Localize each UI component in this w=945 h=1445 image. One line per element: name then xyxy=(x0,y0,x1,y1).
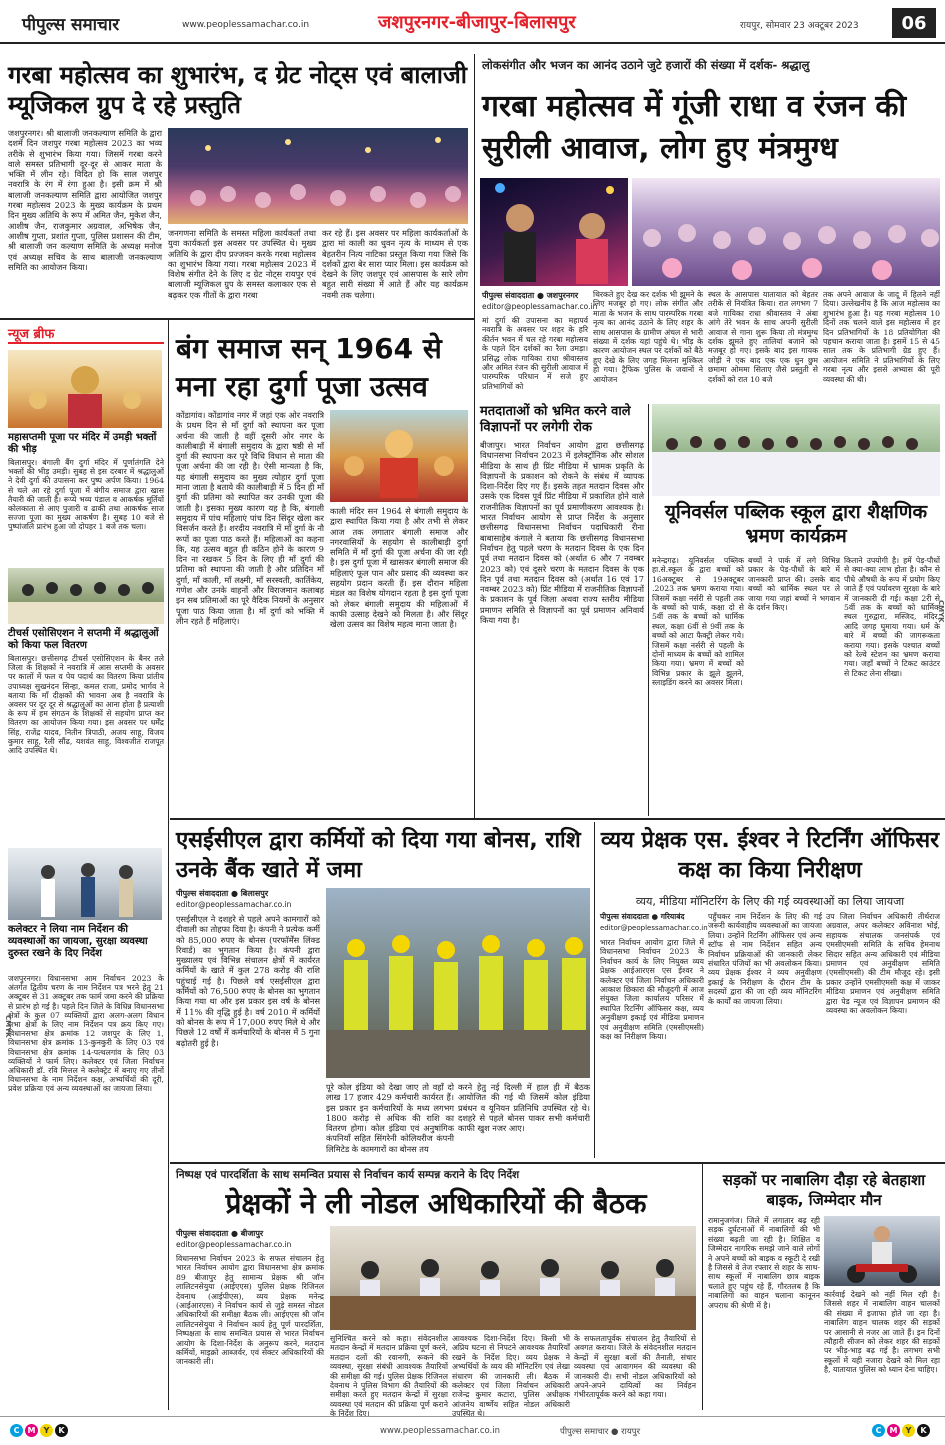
sadak-bike-body-2: कार्रवाई देखने को नहीं मिल रही है। जिससे शहर में नाबालिग वाहन चालकों की संख्या में इजाफा होते जा रहा है। नाबालिग वाहन चालक शहर की सड़कों पर आसानी से नजर आ जाते हैं। इन दिनों त्यौहारी सीजन को लेकर शहर की सड़कों पर भीड़-भाड़ बढ़ गई है। लगभग सभी स्कूलों में यही नजारा देखने को मिल रहा है, यातायात पुलिस को ध्यान देना चाहिए। xyxy=(824,1290,940,1375)
registration-mark-left: CMYK xyxy=(4,1015,12,1038)
nodal-body-4: के सफलतापूर्वक संचालन हेतु तैयारियों से अवगत कराया। जिले के संवेदनशील मतदान केन्द्रों में सुरक्षा बलों की तैनाती, संचार व्यवस्था एवं आवागमन की व्यवस्था की जानकारी दी। सभी नोडल अधिकारियों को अपने-अपने दायित्वों का निर्वहन गंभीरतापूर्वक करने को कहा गया। xyxy=(574,1334,696,1400)
durga-idol-image xyxy=(8,350,162,428)
nodal-baithak-kicker: निष्पक्ष एवं पारदर्शिता के साथ समन्वित प्रयास से निर्वाचन कार्य सम्पन्न कराने के दिए निर्देश xyxy=(176,1169,520,1181)
vyay-body-1: भारत निर्वाचन आयोग द्वारा जिले में विधानसभा निर्वाचन 2023 के निर्वाचन कार्य के लिए नियुक्त व्यय प्रेक्षक आईआरएस एस ईश्वर ने कलेक्टर एवं जिला निर्वाचन अधिकारी आकाश छिकारा की मौजूदगी में आज संयुक्त जिला कार्यालय परिसर में स्थापित रिटर्निंग ऑफिसर कक्ष, व्यय अनुवीक्षण इकाई एवं मीडिया प्रमाणन एवं अनुवीक्षण समिति (एमसीएमसी) कक्ष का निरीक्षण किया। xyxy=(600,938,704,1042)
collector-image xyxy=(8,848,162,920)
footer-cmyk-right: C M Y K xyxy=(872,1424,930,1437)
radha-ranjan-headline: गरबा महोत्सव में गूंजी राधा व रंजन की सुरीली आवाज, लोग हुए मंत्रमुग्ध xyxy=(482,89,907,166)
footer-registration: पीपुल्स समाचार ● रायपुर xyxy=(560,1427,641,1437)
vyay-byline: पीपुल्स संवाददाता ● गरियाबंद xyxy=(600,912,685,921)
date-line: रायपुर, सोमवार 23 अक्टूबर 2023 xyxy=(740,21,859,31)
brief-3-body: जशपुरनगर। विधानसभा आम निर्वाचन 2023 के अंतर्गत द्वितीय चरण के नाम निर्देशन पत्र भरने हेतु 21 अक्टूबर से 31 अक्टूबर तक फार्म जमा करने की प्रक्रिया से प्रारंभ हो गई है। पहले दिन जिले के विधिन्न विधानसभा क्षेत्रों के कुल 07 व्यक्तियों द्वारा अलग-अलग विधान सभा क्षेत्रों के लिए नाम निर्देशन पत्र क्रय किए गए। विधानसभा क्षेत्र क्रमांक 12 जशपुर के लिए 1, विधानसभा क्षेत्र क्रमांक 13-कुनकुरी के लिए 03 एवं विधानसभा क्षेत्र क्रमांक 14-पत्थलगांव के लिए 03 व्यक्तियों ने फार्म लिए। कलेक्टर एवं जिला निर्वाचन अधिकारी डॉ. रवि मित्तल ने कलेक्ट्रेट में बनाए गए तीनों विधानसभा के नाम निर्देशन कक्ष, अभ्यर्थियों की दूरी, प्रवेश प्रक्रिया एवं अन्य व्यवस्थाओं का जायजा लिया। xyxy=(8,974,164,1094)
universal-school-body-2: बच्चों ने पार्क में लगे विभिन्न प्रकार के पेड़-पौधों के बारे में जानकारी प्राप्त की। उसके बाद बच्चों को धार्मिक स्थल पर ले जाया गया जहां बच्चों ने भगवान के दर्शन किए। xyxy=(748,556,840,613)
vigyapan-divider xyxy=(648,404,649,816)
brief-3-headline: कलेक्टर ने लिया नाम निर्देशन की व्यवस्थाओं का जायजा, सुरक्षा व्यवस्था दुरुस्त रखने के दिए निर्देश xyxy=(8,924,148,959)
lower-section-rule xyxy=(170,1162,945,1164)
radha-ranjan-kicker: लोकसंगीत और भजन का आनंद उठाने जुटे हजारों की संख्या में दर्शक- श्रद्धालु xyxy=(482,58,810,72)
radha-ranjan-body-2: थिरकते हुए देख कर दर्शक भी झूमने के लिए मजबूर हो गए। लोक संगीत और माता के भजन के साथ पारम्परिक गरबा नृत्य का आनंद उठाने के लिए शहर के साथ आसपास के ग्रामीण अंचल से भारी संख्या में दर्शक यहां पहुंचे थे। भीड़ के कारण आयोजन स्थल पर दर्शकों को बैठे हुए देखे के लिए जगह मिलना मुश्किल हो गया। ट्रैफिक पुलिस के जवानों ने आयोजन xyxy=(593,290,703,384)
mid-section-rule xyxy=(170,818,945,820)
garba-shubharambh-body-right: कर रहे हैं। इस अवसर पर महिला कार्यकर्ताओं के द्वारा मां काली का धुवन नृत्य के माध्यम से एक बेहतरीन नित्य नाटिका प्रस्तुत किया गया जिसे कि दर्शकों द्वारा बेर सारा प्यार मिला। इस कार्यक्रम को देखने के लिए जशपुर एवं आसपास के सारे लोग बहुत सारी संख्या में आते हैं और यह कार्यक्रम नवमी तक चलेगा। xyxy=(322,228,468,300)
singers-photo xyxy=(480,178,628,286)
brief-column-divider xyxy=(168,320,169,1410)
brief-2-body: बिलासपुर। छत्तीसगढ़ टीचर्स एसोसिएशन के बैनर तले जिला के शिक्षकों ने नवरात्रि में आस सप्तमी के अवसर पर कालों में फल व पेय पदार्थ का वितरण किया प्रांतीय उपाध्यक्ष सुखनंदन सिन्हा, कमल राजा, प्रमोद भार्गव ने बताया कि माँ दीक्षकों की भावना अब है नवरात्रि के अवसर पर दूर दूर से श्रद्धालुओं का आना होता है प्रत्याशी के रूप में हम संगठन के शिक्षकों से सहयोग प्राप्त कर वितरण का आयोजन किया गया। इस अवसर पर धर्मेंद्र सिंह, राजेंद्र यादव, नितीन त्रिपाठी, अजय साहू, विजय कुमार साहू, रैली सौंढ, यशवंत साहू, विश्वजीत राजपूत आदि उपस्थित थे। xyxy=(8,654,164,756)
bang-samaj-body-2: काली मंदिर सन 1964 से बंगाली समुदाय के द्वारा स्थापित किया गया है और तभी से लेकर आज तक लगातार बंगाली समाज और नगरवासियों के सहयोग से कालीबाड़ी दुर्गा समिति में माँ दुर्गा की पूजा अर्चना की जा रही है। इस दुर्गा पूजा में खासकर बंगाली समाज की महिलाएं फूल पान और प्रसाद की व्यवस्था कर सहयोग प्रदान करती हैं। इस दौरान महिला मंडल का विशेष योगदान रहता है इस दुर्गा पूजा को लेकर बंगाली समुदाय की महिलाओं में काफी उत्साह देखने को मिलता है। और सिंदूर खेला उत्सव का विशेष महत्व माना जाता है। xyxy=(330,506,468,630)
nodal-email[interactable]: editor@peoplessamachar.co.in xyxy=(176,1240,292,1249)
masthead xyxy=(0,0,945,44)
masthead-website[interactable]: www.peoplessamachar.co.in xyxy=(182,20,310,30)
students-group-image xyxy=(652,404,940,496)
footer-website[interactable]: www.peoplessamachar.co.in xyxy=(380,1426,501,1436)
secl-divider xyxy=(594,822,595,1158)
brief-1-headline: महासप्तमी पूजा पर मंदिर में उमड़ी भक्तों की भीड़ xyxy=(8,432,157,455)
brief-1-body: बिलासपुर। बंगाली बैंग दुर्गा मंदिर में पूर्णातंगलि देने भक्तों की भीड़ उमड़ी। सुबह से इस दरबार में श्रद्धालुओं ने देवी दुर्गा की उपासना कर पुष्प अर्पण किया। 1964 से चले आ रहे दुर्गा पूजा में बंगीय समाज द्वारा खास तैयारी की जाती है। रूप्ये भव्य पंडाल व आकर्षक मूर्तियों कोलकाता से आए पुजारी व ढाकी तथा आकर्षक साज सज्जा पूजा का मुख्य आकर्षण है। सुबह 10 बजे से पुष्पांजलि प्रारंभ हुआ जो दोपहर 1 बजे तक चला। xyxy=(8,458,164,532)
garba-shubharambh-body-left: जशपुरनगर। श्री बालाजी जनकल्याण समिति के द्वारा दशमें दिन जशपुर गरबा महोत्सव 2023 का भव्य तरीके से शुभारंभ किया गया। जिसमें गरबा करने वाले समस्त प्रतिभागी दूर-दूर से आकर माता के भक्ति में लीन रहे। विदित हो कि साल जशपुर नवरात्रि के रंग में रंगा हुआ है। इसी क्रम में श्री बालाजी जनकल्याण समिति द्वारा आयोजित जशपुर गरबा महोत्सव 2023 के मुख्य कार्यक्रम के प्रथम दिन मुख्य अतिथि के रूप में अमित जैन, मुकेश जैन, आशीष जैन, राजकुमार अग्रवाल, अभिषेक जैन, आशीष गुप्ता, प्रशांत गुप्ता, पुलिस प्रशासन की टीम, श्री बालाजी जन कल्याण समिति के अध्यक्ष मनोज एवं अध्यक्ष सचिव के साथ बालाजी जनकल्याण समिति का आयोजन किया। xyxy=(8,128,162,272)
garba-dancers-image xyxy=(632,178,940,286)
secl-body-1: एसईसीएल ने दशहरे से पहले अपने कामगारों को दीवाली का तोहफा दिया है। कंपनी ने प्रत्येक कर्मी को 85,000 रुपए के बोनस (परफॉर्मेंस लिंक्ड रिवार्ड) का भुगतान किया है। कंपनी द्वारा मुख्यालय एवं विभिन्न संचालन क्षेत्रों में कार्यरत कर्मियों के खाते में कुल 278 करोड़ की राशि पहुंचाई गई है। पिछले वर्ष एसईसीएल द्वारा कर्मियों को 76,500 रुपए के बोनस का भुगतान किया गया था और इस प्रकार इस वर्ष के बोनस में 11% की वृद्धि हुई है। वर्ष 2010 में कर्मियों को बोनस के रूप में 17,000 रुपए मिले थे और पिछले 12 वर्षों में कर्मचारियों के बोनस में 5 गुना बढ़ोतरी हुई है। xyxy=(176,914,320,1048)
universal-school-headline: यूनिवर्सल पब्लिक स्कूल द्वारा शैक्षणिक भ्रमण कार्यक्रम xyxy=(664,501,928,547)
nodal-body-3: आवश्यक दिशा-निर्देश दिए। किसी भी अप्रिय घटना से निपटने आवश्यक तैयारियाँ रखने के निर्देश दिए। व्यय प्रेक्षक ने अभ्यर्थियों के व्यय की मॉनिटरिंग एवं लेखा संधारण की जानकारी ली। बैठक में कलेक्टर एवं जिला निर्वाचन अधिकारी राजेन्द्र कुमार कटारा, पुलिस अधीक्षक आंजनेय वार्ष्णेय सहित नोडल अधिकारी उपस्थित थे। xyxy=(452,1334,570,1419)
garba-shubharambh-headline: गरबा महोत्सव का शुभारंभ, द ग्रेट नोट्स एवं बालाजी म्यूजिकल ग्रुप दे रहे प्रस्तुति xyxy=(8,61,467,119)
sadak-bike-headline: सड़कों पर नाबालिग दौड़ा रहे बेतहाशा बाइक, जिम्मेदार मौन xyxy=(722,1171,926,1209)
secl-workers-photo xyxy=(326,888,590,1078)
radha-ranjan-body-3: स्थल के आसपास यातायात को बेहतर तरीके से नियंत्रित किया। रात लगभग 7 बजे गायिका राधा श्रीवास्तव ने अंबा आंगे तेरे भवन के साथ अपनी सुरीली आवाज से गाना शुरू किया तो मंत्रमुग्ध दर्शक झूमते हुए तालियां बजाने को मजबूर हो गए। इसके बाद इस गायक जोड़ी ने एक बाद एक एक धुन छुम छमामा ओममा सिताए जैसे प्रस्तुती से दर्शकों को रात 10 बजे xyxy=(708,290,818,384)
vyay-email[interactable]: editor@peoplessamachar.co.in xyxy=(600,924,708,932)
nodal-baithak-headline: प्रेक्षकों ने ली नोडल अधिकारियों की बैठक xyxy=(225,1187,647,1220)
radha-ranjan-body-1: मां दुर्गा की उपासना का महापर्व नवरात्रि के अवसर पर शहर के हरि कीर्तन भवन में चल रहे गरबा महोत्सव के पहले दिन दर्शकों का रैला उमड़ा। प्रसिद्ध लोक गायिका राधा श्रीवास्तव और अमित रंजन की सुरीली आवाज में पारम्परिक परिधान में सजे हुए प्रतिभागियों को xyxy=(482,316,588,391)
section-rule xyxy=(0,318,475,320)
newspaper-logo[interactable]: पीपुल्स समाचार xyxy=(22,15,120,35)
school-students-photo xyxy=(652,404,940,496)
secl-byline: पीपुल्स संवाददाता ● बिलासपुर xyxy=(176,889,269,898)
durga-temple-photo xyxy=(8,350,162,428)
garba-crowd-image xyxy=(168,128,468,224)
news-brief-label: न्यूज ब्रीफ xyxy=(8,324,164,344)
meeting-image xyxy=(330,1226,696,1330)
vyay-prekshak-subhead: व्यय, मीडिया मॉनिटरिंग के लिए की गई व्यवस्थाओं का लिया जायजा xyxy=(635,895,905,908)
footer-bar xyxy=(0,1416,945,1445)
durga-pandal-image xyxy=(330,410,468,502)
garba-shubharambh-body-mid: जनगणना समिति के समस्त महिला कार्यकर्ता तथा युवा कार्यकर्ता इस अवसर पर उपस्थित थे। मुख्य अतिथि के द्वारा दीप प्रज्जवन करके गरबा महोत्सव का शुभारंभ किया गया। गरबा महोत्सव 2023 में विशेष संगीत देने के लिए द ग्रेट नोट्स रायपुर एवं बालाजी म्यूजिकल ग्रुप के समस्त कलाकार एक से बढ़कर एक गीतों के द्वारा गरबा xyxy=(168,228,316,300)
collector-inspection-photo xyxy=(8,848,162,920)
durga-pandal-photo xyxy=(330,410,468,502)
bang-samaj-body-1: कोंडागांव। कोंडागांव नगर में जहां एक ओर नवरात्रि के प्रथम दिन से माँ दुर्गा को स्थापना कर पूजा अर्चना की जाती है वहीं दूसरी ओर नगर के कालीबाड़ी में बंगाली समुदाय के द्वारा षष्ठी से माँ दुर्गा की स्थापना कर पूरे विधि विधान से माता की पूजा अर्चना की जा रही है। ऐसी मान्यता है कि, यह बंगाली समुदाय का मुख्य त्योहार दुर्गा पूजा माना जाता है बताये की कालीबाड़ी में 5 दिन ही माँ दुर्गा की प्रतिमा को स्थापित कर उनकी पूजा की जाती है। इसका मुख्य कारण यह है कि, बंगाली समुदाय में पांच महिलाएं पांच दिन सिंदूर खेला कर विसर्जन करते हैं। शरदीय नवरात्रि में माँ दुर्गा के नौ रूपों का पूजा पाठ करते हैं। महिलाओं का कहना कि, यह उत्सव बहुत ही कठिन होने के कारण 9 दिन ना रखकर 5 दिन के लिए ही माँ दुर्गा की प्रतिमा को स्थापना की जाती है और प्रतिदिन माँ दुर्गा, माँ काली, माँ लक्ष्मी, माँ सरस्वती, कार्तिकेय, गणेश और उनके वाहनों और विराजमान कलाबह इन सब प्रतिमाओं का पूरे वैदिक नियमों के अनुसार पूजा पाठ किया जाता है। माँ दुर्गा को भक्ति में लीन रहते हैं महिलाएं। xyxy=(176,410,324,626)
universal-school-body-1: मनेन्द्रगढ़। यूनिवर्सल पब्लिक हा.से.स्कूल के द्वारा बच्चों को 16अक्टूबर से 19अक्टूबर .2023 तक भ्रमण कराया गया। जिसमें कक्षा नर्सरी से पहली तक के बच्चों को पार्क, कक्षा दो से 5वीं तक के बच्चों को धार्मिक स्थल, कक्षा 6वीं से 9वीं तक के बच्चों को आटा फैक्ट्री लेकर गये। जिसमें कक्षा नर्सरी से पहली के दोनों माध्यम के बच्चों को शामिल किया गया। भ्रमण में बच्चों को विभिन्न प्रकार के झूले झूलने, स्लाइडिंग करने का अवसर मिला। xyxy=(652,556,744,688)
garba-dancers-photo xyxy=(632,178,940,286)
nodal-byline: पीपुल्स संवाददाता ● बीजापुर xyxy=(176,1229,264,1238)
singers-image xyxy=(480,178,628,286)
registration-mark-right: CMYK xyxy=(937,600,945,623)
bang-samaj-headline: बंग समाज सन् 1964 से मना रहा दुर्गा पूजा उत्सव xyxy=(176,332,442,403)
vyay-body-3: उप जिला निर्वाचन अधिकारी तीर्थराज अग्रवाल, अपर कलेक्टर अविनाश भोई, सहायक संचालक जनसंपर्क एवं एमसीएमसी समिति के सचिव हेमनाथ सिदार सहित अन्य अधिकारी एवं मीडिया प्रमाणन एवं अनुवीक्षण समिति (एमसीएमसी) की टीम मौजूद रहे। इसी प्रकार उन्होंने एमसीएमसी कक्ष में जाकर मीडिया प्रमाणन एवं अनुवीक्षण समिति द्वारा पेड न्यूज एवं विज्ञापन प्रमाणन की व्यवस्था का अवलोकन किया। xyxy=(826,912,940,1016)
vyay-prekshak-headline: व्यय प्रेक्षक एस. ईश्वर ने रिटर्निंग ऑफिसर कक्ष का किया निरीक्षण xyxy=(600,828,940,883)
sadak-bike-body-1: रामानुजगंज। जिले में लगातार बढ़ रही सड़क दुर्घटनाओं में नाबालिगों की भी संख्या बढ़ती जा रही है। शिक्षित व जिम्मेदार नागरिक समझे जाने वाले लोगों ने अपने बच्चों को बाइक व स्कूटी दे रखी है जिससे वे तेज रफ्तार से शहर के साथ-साथ स्कूलों में नाबालिग छात्र बाइक चलाते हुए पहुंच रहे हैं, गौरतलब है कि नाबालिगों का वाहन चलाना कानूनन अपराध की श्रेणी में है। xyxy=(708,1216,820,1310)
bikers-image xyxy=(824,1216,940,1286)
universal-school-body-3: किताने उपयोगी है। हमें पेड़-पौधों से क्या-क्या लाभ होता है। कौन से पौधे औषधी के रूप में प्रयोग किए जाते हैं एवं पर्यावरण सुरक्षा के बारे में जानकारी दी गई। कक्षा 2री से 5वीं तक के बच्चों को धार्मिक स्थल गुरुद्वारा, मस्जिद, मंदिर, आदि जगह घुमाया गया। धर्म के बारे में बच्चों की जागरूकता कराया गया। इसके पश्चात बच्चों को रेल्वे स्टेशन का भ्रमण कराया गया। जहाँ बच्चों ने टिकट काउंटर से टिकट लेना सीखा। xyxy=(844,556,940,678)
footer-cmyk-left: C M Y K xyxy=(10,1424,68,1437)
teachers-group-image xyxy=(8,568,164,624)
minor-bikers-photo xyxy=(824,1216,940,1286)
nodal-meeting-photo xyxy=(330,1226,696,1330)
secl-bonus-headline: एसईसीएल द्वारा कर्मियों को दिया गया बोनस, राशि उनके बैंक खाते में जमा xyxy=(176,828,581,883)
bhramit-vigyapan-headline: मतदाताओं को भ्रमित करने वाले विज्ञापनों पर लगेगी रोक xyxy=(480,404,631,435)
column-divider xyxy=(474,54,475,820)
nodal-body-2: सुनिश्चित करने को कहा। संवेदनशील मतदान केन्द्रों में मतदान प्रक्रिया पूर्ण करने, मतदान दलों की रवानगी, रूकने की व्यवस्था, सुरक्षा संबंधी आवश्यक तैयारियों की समीक्षा की गई। पुलिस प्रेक्षक रिजिनल देवनाथ ने पुलिस विभाग की तैयारियों की समीक्षा करते हुए मतदान केन्द्रों में सुरक्षा व्यवस्था एवं मतदान की प्रक्रिया पूर्ण कराने के निर्देश दिए। xyxy=(330,1334,448,1419)
bhramit-vigyapan-body: बीजापुर। भारत निर्वाचन आयोग द्वारा छत्तीसगढ़ विधानसभा निर्वाचन 2023 में इलेक्ट्रॉनिक और सोशल मीडिया के साथ ही प्रिंट मीडिया में भ्रामक प्रकृति के विज्ञापनों के प्रकाशन को रोकने के संबंध में व्यापक दिशा-निर्देश दिए गए हैं। इसके तहत मतदान दिवस और उसके एक दिवस पूर्व प्रिंट मीडिया में प्रकाशित होने वाले राजनीतिक विज्ञापनों का पूर्व प्रमाणीकरण आवश्यक है। भारत निर्वाचन आयोग से प्राप्त निर्देश के अनुसार छत्तीसगढ़ विधानसभा निर्वाचन पदाधिकारी रीना बाबासाहेब कंगाले ने बताया कि छत्तीसगढ़ विधानसभा निर्वाचन हेतु पहले चरण के मतदान दिवस के एक दिन पूर्व तथा मतदान दिवस को (अर्थात 6 और 7 नवम्बर 2023 को) एवं दूसरे चरण के मतदान दिवस के एक दिन पूर्व तथा मतदान दिवस को (अर्थात 16 एवं 17 नवम्बर 2023 को) प्रिंट मीडिया में राजनीतिक विज्ञापनों के प्रकाशन के पूर्व जिला अथवा राज्य स्तरीय मीडिया प्रमाणन समिति से विज्ञापनों का पूर्व प्रमाणन अनिवार्य किया गया है। xyxy=(480,440,644,626)
nodal-body-1: विधानसभा निर्वाचन 2023 के सफल संचालन हेतु भारत निर्वाचन आयोग द्वारा विधानसभा क्षेत्र क्रमांक 89 बीजापुर हेतु सामान्य प्रेक्षक श्री जॉन लालिटनसेयुया (आईएएस) पुलिस प्रेक्षक रिजिनल देवनाथ (आईपीएस), व्यय प्रेक्षक मनेन्द्र (आईआरएस) ने निर्वाचन कार्य से जुड़े समस्त नोडल अधिकारियों की समीक्षा बैठक ली। आईएएस श्री जॉन लालिटनसेयुया ने निर्वाचन कार्य हेतु पूर्ण पारदर्शिता, निष्पक्षता के साथ समन्वित प्रयास से भारत निर्वाचन आयोग के दिशा-निर्देश के अनुरूप करने, मतदान कर्मियों, माइक्रो आब्जर्वर, एवं सेक्टर अधिकारियों की जानकारी ली। xyxy=(176,1254,324,1367)
secl-email[interactable]: editor@peoplessamachar.co.in xyxy=(176,900,292,909)
nodal-divider xyxy=(702,1164,703,1410)
vyay-body-2: पहुँचकर नाम निर्देशन के लिए की गई जरूरी कार्यवाहीय व्यवस्थाओं का जायजा लिया। उन्होंने रिटर्निंग ऑफिसर एवं अन्य स्टॉफ से नाम निर्देशन सहित अन्य निर्वाचन प्रक्रियाओं की जानकारी लेकर संधारित पंजियों का भी अवलोकन किया। व्यय प्रेक्षक ईश्वर ने व्यय अनुवीक्षण इकाई के निरीक्षण के दौरान टीम के सदस्यों द्वारा की जा रही व्यय मॉनिटरिंग के कार्यों का जायजा लिया। xyxy=(708,912,822,1006)
brief-2-headline: टीचर्स एसोसिएशन ने सप्तमी में श्रद्धालुओं को किया फल वितरण xyxy=(8,628,159,651)
teachers-association-photo xyxy=(8,568,164,624)
radha-ranjan-byline: पीपुल्स संवाददाता ● जशपुरनगर xyxy=(482,291,579,300)
edition-title: जशपुरनगर-बीजापुर-बिलासपुर xyxy=(378,12,576,33)
radha-ranjan-email[interactable]: editor@peoplessamachar.co.in xyxy=(482,302,598,311)
secl-workers-image xyxy=(326,888,590,1078)
page-number: 06 xyxy=(892,8,936,38)
secl-body-2: पूरे कोल इंडिया को देखा जाए तो वहाँ दो लाख 17 हजार 429 कर्मचारी कार्यरत हैं। इस प्रकार इन कर्मचारियों के मध्य लगभग 1800 करोड़ से अधिक की राशि का वितरण होगा। कोल इंडिया एवं अनुषांगिक कंपनियाँ सहित सिंगरेनी कोलियरीज कंपनी लिमिटेड के कामगारों का बोनस तय xyxy=(326,1082,454,1154)
garba-crowd-photo xyxy=(168,128,468,224)
secl-body-3: करने हेतु नई दिल्ली में हाल ही में बैठक आयोजित की गई थी जिसमें कोल इंडिया प्रबंधन व यूनियन प्रतिनिधि उपस्थित रहे थे। दशहरे से पहले बोनस पाकर सभी कर्मचारी काफी खुश नजर आए। xyxy=(458,1082,590,1134)
radha-ranjan-body-4: तक अपने आवाज के जादू में हिलने नहीं दिया। उल्लेखनीय है कि आज महोत्सव का शुभारंभ हुआ है। यह गरबा महोत्सव 10 दिनों तक चलने वाले इस महोत्सव में हर दिन प्रतिभागियों के 18 प्रतियोगिता की पहचान कराया जाता है। इसमें 15 से 45 साल तक के प्रतिभागी ग्रेड हुए हैं। आयोजन समिति ने प्रतिभागियों के लिए गरबा नृत्य और इससे अभ्यास की पूरी व्यवस्था की थी। xyxy=(823,290,940,384)
